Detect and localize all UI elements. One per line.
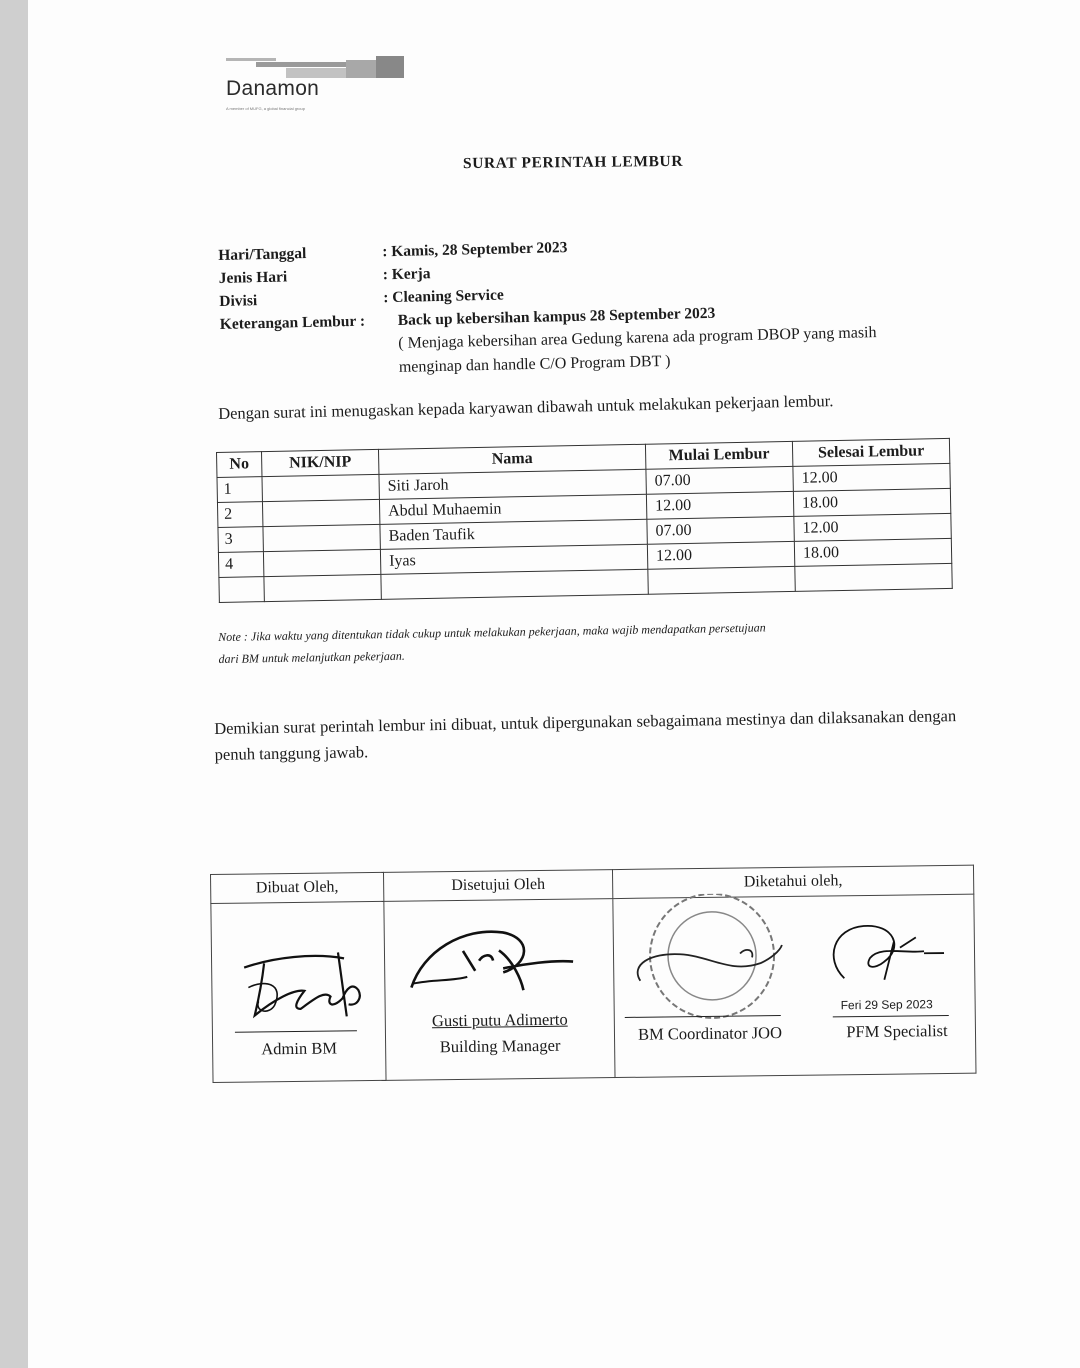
note-text — [218, 613, 959, 670]
cell-nama: Iyas — [380, 544, 647, 574]
brand-tagline: A member of MUFG, a global financial group — [226, 106, 305, 111]
cell-selesai — [795, 563, 952, 591]
coordinator-caption: BM Coordinator JOO — [637, 1023, 783, 1044]
info-value: : Kerja — [382, 265, 431, 284]
danamon-logo — [226, 56, 416, 126]
cell-nik — [263, 524, 380, 551]
signature-table — [210, 865, 977, 1084]
info-value: : Kamis, 28 September 2023 — [382, 239, 568, 261]
cell-no: 3 — [218, 527, 263, 553]
made-by-header: Dibuat Oleh, — [211, 872, 384, 903]
header-nik: NIK/NIP — [262, 449, 379, 476]
cell-selesai: 18.00 — [794, 538, 951, 566]
cell-selesai: 12.00 — [793, 463, 950, 491]
approver-name: Gusti putu Adimerto — [431, 1009, 568, 1031]
note-line-1: Note : Jika waktu yang ditentukan tidak cukup untuk melakukan pekerjaan, maka wajib mendapatkan persetujuan — [218, 620, 766, 644]
header-selesai: Selesai Lembur — [792, 438, 949, 466]
approver-role: Building Manager — [439, 1035, 561, 1057]
acknowledged-by-header: Diketahui oleh, — [612, 865, 973, 898]
cell-nama — [381, 569, 648, 599]
cell-mulai: 12.00 — [647, 541, 794, 569]
info-label: Divisi — [219, 292, 258, 310]
admin-signature-line — [235, 1030, 357, 1032]
info-label: Jenis Hari — [218, 268, 288, 287]
header-no: No — [217, 452, 262, 478]
info-block — [218, 227, 981, 384]
header-nama: Nama — [378, 444, 645, 474]
admin-signature-cell — [211, 901, 386, 1082]
acknowledged-signature-cell — [613, 894, 976, 1077]
cell-nik — [263, 549, 380, 576]
closing-text: Demikian surat perintah lembur ini dibuat, untuk dipergunakan sebagaimana mestinya dan dilaksanakan dengan penuh tanggung jawab. — [214, 706, 957, 764]
cell-nik — [264, 574, 381, 601]
cell-no — [219, 577, 264, 603]
overtime-table — [216, 438, 953, 603]
info-note: ( Menjaga kebersihan area Gedung karena ada program DBOP yang masih — [398, 324, 877, 352]
pfm-signature-icon — [824, 917, 955, 989]
signature-body-row — [211, 894, 976, 1082]
document-page — [28, 0, 1080, 1368]
document-title: SURAT PERINTAH LEMBUR — [462, 152, 684, 173]
photo-background — [0, 0, 28, 1368]
brand-name: Danamon — [226, 77, 320, 100]
cell-no: 4 — [218, 552, 263, 578]
cell-mulai: 07.00 — [646, 466, 793, 494]
pfm-caption: PFM Specialist — [846, 1021, 948, 1042]
company-stamp-icon — [619, 893, 791, 1025]
note-line-2: dari BM untuk melanjutkan pekerjaan. — [218, 648, 405, 666]
cell-nama: Siti Jaroh — [379, 469, 646, 499]
approver-signature-cell — [384, 899, 615, 1081]
cell-nama: Baden Taufik — [380, 519, 647, 549]
cell-nama: Abdul Muhaemin — [379, 494, 646, 524]
info-value: Back up kebersihan kampus 28 September 2023 — [397, 304, 716, 329]
cell-no: 2 — [217, 502, 262, 528]
info-label: Keterangan Lembur : — [219, 312, 366, 333]
cell-selesai: 18.00 — [793, 488, 950, 516]
pfm-date: Feri 29 Sep 2023 — [840, 997, 933, 1013]
info-label: Hari/Tanggal — [218, 244, 307, 264]
cell-mulai: 12.00 — [646, 491, 793, 519]
intro-text: Dengan surat ini menugaskan kepada karyawan dibawah untuk melakukan pekerjaan lembur. — [218, 391, 834, 423]
info-value: : Cleaning Service — [383, 286, 504, 307]
pfm-signature-line — [833, 1015, 949, 1017]
cell-nik — [262, 474, 379, 501]
admin-signature-icon — [234, 938, 375, 1030]
cell-no: 1 — [217, 477, 262, 503]
cell-nik — [262, 499, 379, 526]
admin-caption: Admin BM — [261, 1038, 338, 1059]
cell-mulai — [648, 566, 795, 594]
header-mulai: Mulai Lembur — [645, 441, 792, 469]
cell-mulai: 07.00 — [647, 516, 794, 544]
approver-signature-icon — [403, 919, 584, 1001]
approved-by-header: Disetujui Oleh — [383, 870, 612, 902]
cell-selesai: 12.00 — [794, 513, 951, 541]
info-note: menginap dan handle C/O Program DBT ) — [398, 352, 671, 376]
